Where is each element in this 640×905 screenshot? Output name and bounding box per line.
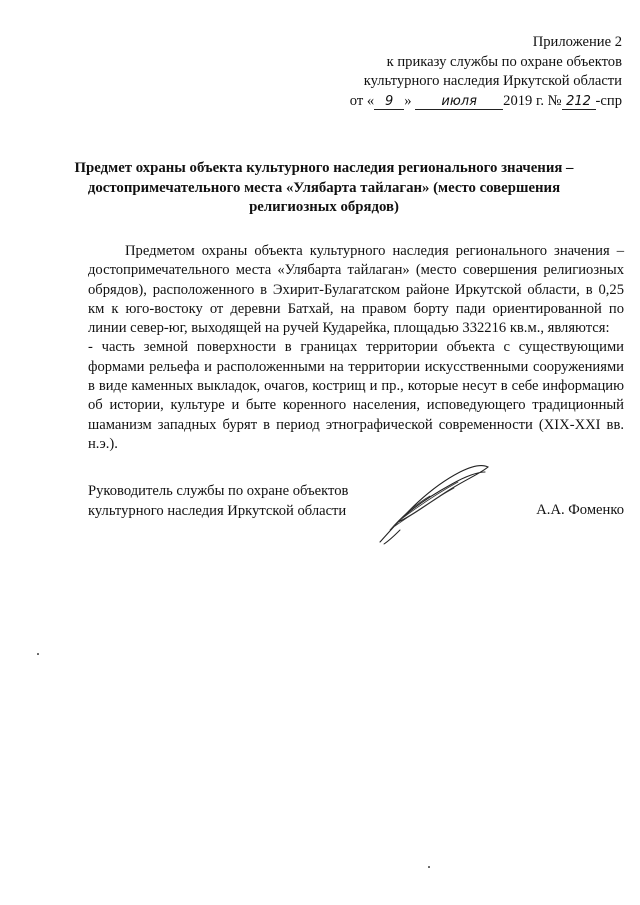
handwritten-signature: [370, 460, 510, 550]
appendix-number: Приложение 2: [532, 34, 622, 50]
date-mid: »: [404, 92, 412, 109]
signatory-name: А.А. Фоменко: [536, 502, 624, 518]
scan-speck: [37, 653, 39, 655]
appendix-agency: культурного наследия Иркутской области: [363, 73, 622, 89]
scan-speck: [428, 866, 430, 868]
order-suffix: -спр: [595, 92, 622, 109]
date-prefix: от «: [349, 92, 375, 109]
document-body: [88, 242, 624, 454]
handwritten-month: июля: [415, 94, 503, 110]
body-paragraph-item: - часть земной поверхности в границах территории объекта с существующими формами рельефа и расположенными на территории искусственными сооружениями в виде каменных выкладок, очагов, кострищ и пр., которые несут в себе информацию об истории, культуре и быте коренного населения, исповедующего традиционный шаманизм западных бурят в период этнографической современности (XIX-XXI вв. н.э.).: [88, 339, 624, 452]
appendix-date-line: [302, 92, 622, 112]
signatory-position: [88, 482, 388, 521]
signature-block: [88, 482, 624, 542]
signatory-position-line2: культурного наследия Иркутской области: [88, 502, 347, 519]
appendix-order-ref: к приказу службы по охране объектов: [386, 53, 622, 70]
document-title: Предмет охраны объекта культурного наследия регионального значения – достопримечательного места «Улябарта тайлаган» (место совершения религиозных обрядов): [74, 160, 574, 215]
handwritten-order-number: 212: [562, 94, 596, 110]
handwritten-day: 9: [374, 94, 404, 110]
body-paragraph-intro: Предметом охраны объекта культурного наследия регионального значения – достопримечательного места «Улябарта тайлаган» (место совершения религиозных обрядов), расположенного в Эхирит-Булагатском районе Иркутской области, в 0,25 км к юго-востоку от деревни Батхай, на правом борту пади ориентированной по линии север-юг, выходящей на ручей Кударейка, площадью 332216 кв.м., являются:: [88, 243, 624, 337]
appendix-header: [302, 33, 622, 111]
signatory-position-line1: Руководитель службы по охране объектов: [88, 483, 349, 499]
date-year: 2019 г. №: [503, 92, 562, 109]
